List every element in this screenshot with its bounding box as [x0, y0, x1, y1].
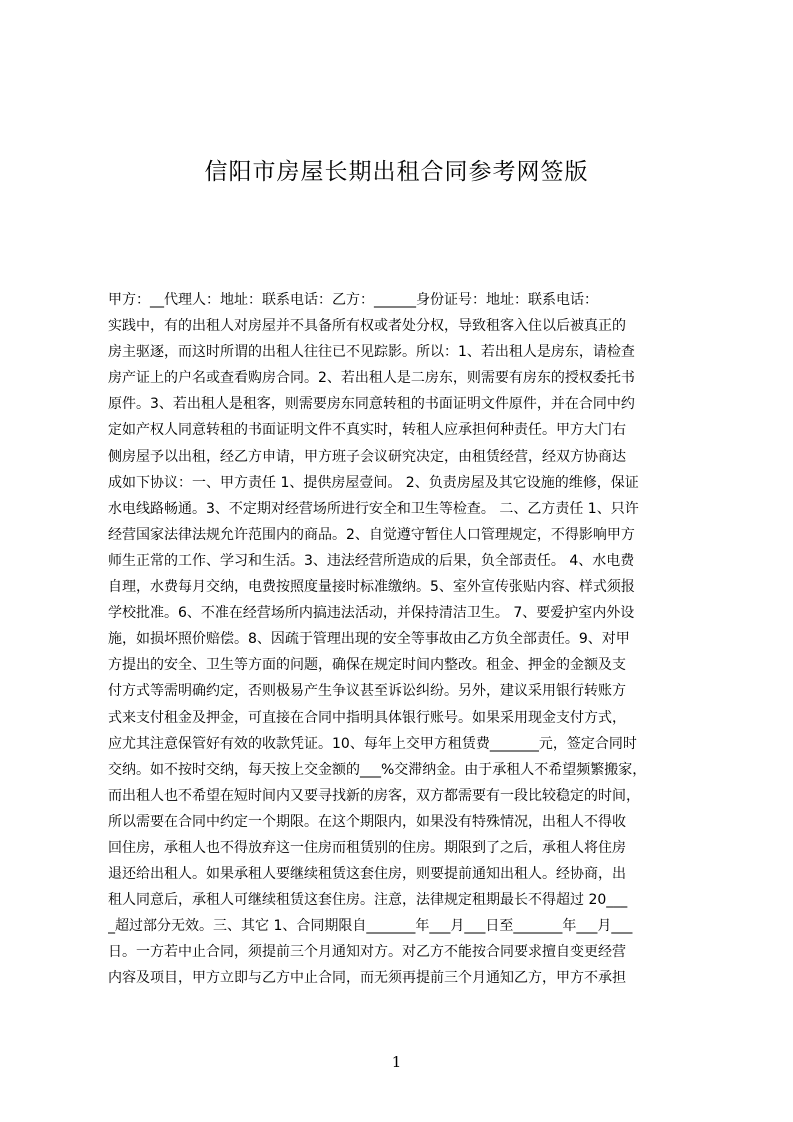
document-title: 信阳市房屋长期出租合同参考网签版 [204, 159, 589, 186]
body-line: 经营国家法律法规允许范围内的商品。2、自觉遵守暂住人口管理规定，不得影响甲方 [108, 526, 635, 543]
body-line: 方提出的安全、卫生等方面的问题，确保在规定时间内整改。租金、押金的金额及支 [108, 657, 626, 674]
body-line: 成如下协议：一、甲方责任 1、提供房屋壹间。 2、负责房屋及其它设施的维修，保证 [108, 474, 639, 491]
body-line: 应尤其注意保管好有效的收款凭证。10、每年上交甲方租赁费_______元，签定合同时 [108, 735, 637, 752]
body-line: 日。一方若中止合同，须提前三个月通知对方。对乙方不能按合同要求擅自变更经营 [108, 944, 626, 961]
body-line: 甲方：__代理人：地址：联系电话：乙方：______身份证号：地址：联系电话： [108, 292, 598, 308]
body-line: 回住房，承租人也不得放弃这一住房而租赁别的住房。期限到了之后，承租人将住房 [108, 839, 626, 856]
body-line: 师生正常的工作、学习和生活。3、违法经营所造成的后果，负全部责任。 4、水电费 [108, 552, 635, 569]
body-line: 自理，水费每月交纳，电费按照度量接时标准缴纳。5、室外宣传张贴内容、样式须报 [108, 579, 635, 596]
body-line: 房产证上的户名或查看购房合同。2、若出租人是二房东，则需要有房东的授权委托书 [108, 370, 635, 387]
body-line: 实践中，有的出租人对房屋并不具备所有权或者处分权，导致租客入住以后被真正的 [108, 318, 626, 335]
body-line: 租人同意后，承租人可继续租赁这套住房。注意，法律规定租期最长不得超过 20___ [108, 892, 628, 909]
body-line: 定如产权人同意转租的书面证明文件不真实时，转租人应承担何种责任。甲方大门右 [108, 422, 626, 439]
contract-body [108, 287, 698, 992]
body-line: 而出租人也不希望在短时间内又要寻找新的房客，双方都需要有一段比较稳定的时间， [108, 787, 640, 804]
body-line: 施，如损坏照价赔偿。8、因疏于管理出现的安全等事故由乙方负全部责任。9、对甲 [108, 631, 630, 648]
body-line: 学校批准。6、不准在经营场所内搞违法活动，并保持清洁卫生。 7、要爱护室内外设 [108, 605, 635, 622]
body-line: 所以需要在合同中约定一个期限。在这个期限内，如果没有特殊情况，出租人不得收 [108, 813, 626, 830]
body-line: 水电线路畅通。3、不定期对经营场所进行安全和卫生等检查。 二、乙方责任 1、只许 [108, 500, 639, 517]
body-line: _超过部分无效。三、其它 1、合同期限自_______年___月___日至_______年___月___ [108, 918, 633, 935]
body-line: 房主驱逐，而这时所谓的出租人往往已不见踪影。所以：1、若出租人是房东，请检查 [108, 344, 635, 361]
body-line: 内容及项目，甲方立即与乙方中止合同，而无须再提前三个月通知乙方，甲方不承担 [108, 970, 626, 987]
body-line: 退还给出租人。如果承租人要继续租赁这套住房，则要提前通知出租人。经协商，出 [108, 866, 626, 883]
body-line: 原件。3、若出租人是租客，则需要房东同意转租的书面证明文件原件，并在合同中约 [108, 396, 635, 413]
page-number: 1 [391, 1053, 402, 1071]
body-line: 付方式等需明确约定，否则极易产生争议甚至诉讼纠纷。另外，建议采用银行转账方 [108, 683, 626, 700]
body-line: 交纳。如不按时交纳，每天按上交金额的___%交滞纳金。由于承租人不希望频繁搬家， [108, 761, 647, 778]
body-line: 式来支付租金及押金，可直接在合同中指明具体银行账号。如果采用现金支付方式， [108, 709, 626, 726]
body-line: 侧房屋予以出租，经乙方申请，甲方班子会议研究决定，由租赁经营，经双方协商达 [108, 448, 626, 465]
